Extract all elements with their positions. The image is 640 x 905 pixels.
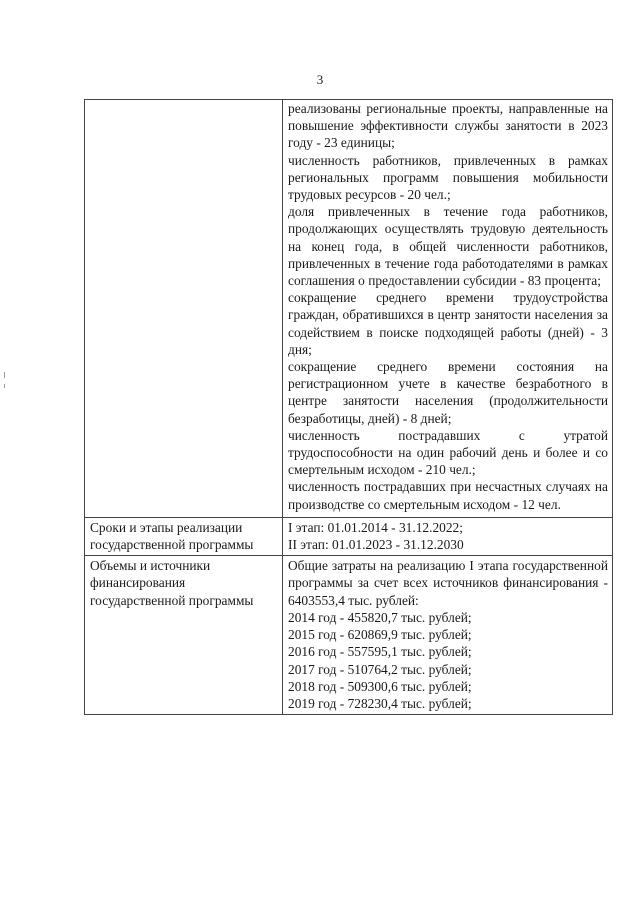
scan-artifact — [4, 372, 5, 378]
financing-year-text: 2016 год - 557595,1 тыс. рублей; — [288, 644, 472, 660]
stage-text: II этап: 01.01.2023 - 31.12.2030 — [288, 537, 464, 553]
scan-artifact — [4, 384, 5, 388]
financing-year-text: 2014 год - 455820,7 тыс. рублей; — [288, 609, 472, 625]
indicator-text: численность пострадавших при несчастных случаях на производстве со смертельным исходом - 12 чел. — [288, 479, 608, 512]
table-row-financing — [85, 556, 613, 715]
row-value-cell — [283, 517, 613, 555]
program-passport-table — [84, 99, 613, 715]
row-label: Сроки и этапы реализации государственной программы — [90, 519, 254, 553]
indicator-text: реализованы региональные проекты, направленные на повышение эффективности службы занятости в 2023 году - 23 единицы; — [288, 101, 608, 151]
financing-year-text: 2015 год - 620869,9 тыс. рублей; — [288, 627, 472, 643]
financing-year-text: 2018 год - 509300,6 тыс. рублей; — [288, 678, 472, 694]
financing-year-text: 2017 год - 510764,2 тыс. рублей; — [288, 661, 472, 677]
table-row-target-indicators — [85, 100, 613, 518]
indicator-text: сокращение среднего времени состояния на регистрационном учете в качестве безработного в центре занятости населения (продолжительности безработицы, дней) - 8 дней; — [288, 359, 608, 426]
page-number: 3 — [316, 72, 324, 87]
financing-year-text: 2019 год - 728230,4 тыс. рублей; — [288, 695, 472, 711]
row-value-cell — [283, 100, 613, 518]
stage-text: I этап: 01.01.2014 - 31.12.2022; — [288, 519, 463, 535]
financing-total-text: Общие затраты на реализацию I этапа государственной программы за счет всех источников финансирования - 6403553,4 тыс. рублей: — [288, 558, 608, 608]
row-label: Объемы и источники финансирования государственной программы — [90, 558, 254, 608]
row-label-cell — [85, 556, 283, 715]
indicator-text: численность пострадавших с утратой трудоспособности на один рабочий день и более и со смертельным исходом - 210 чел.; — [288, 427, 608, 478]
table-row-terms-stages — [85, 517, 613, 555]
indicator-text: доля привлеченных в течение года работников, продолжающих осуществлять трудовую деятельность на конец года, в общей численности работников, привлеченных в течение года работодателями в рамках соглашения о предоставлении субсидии - 83 процента; — [288, 204, 608, 289]
row-label-cell — [85, 100, 283, 518]
row-value-cell — [283, 556, 613, 715]
indicator-text: сокращение среднего времени трудоустройства граждан, обратившихся в центр занятости населения за содействием в поиске подходящей работы (дней) - 3 дня; — [288, 290, 608, 357]
row-label-cell — [85, 517, 283, 555]
indicator-text: численность работников, привлеченных в рамках региональных программ повышения мобильности трудовых ресурсов - 20 чел.; — [288, 152, 608, 203]
